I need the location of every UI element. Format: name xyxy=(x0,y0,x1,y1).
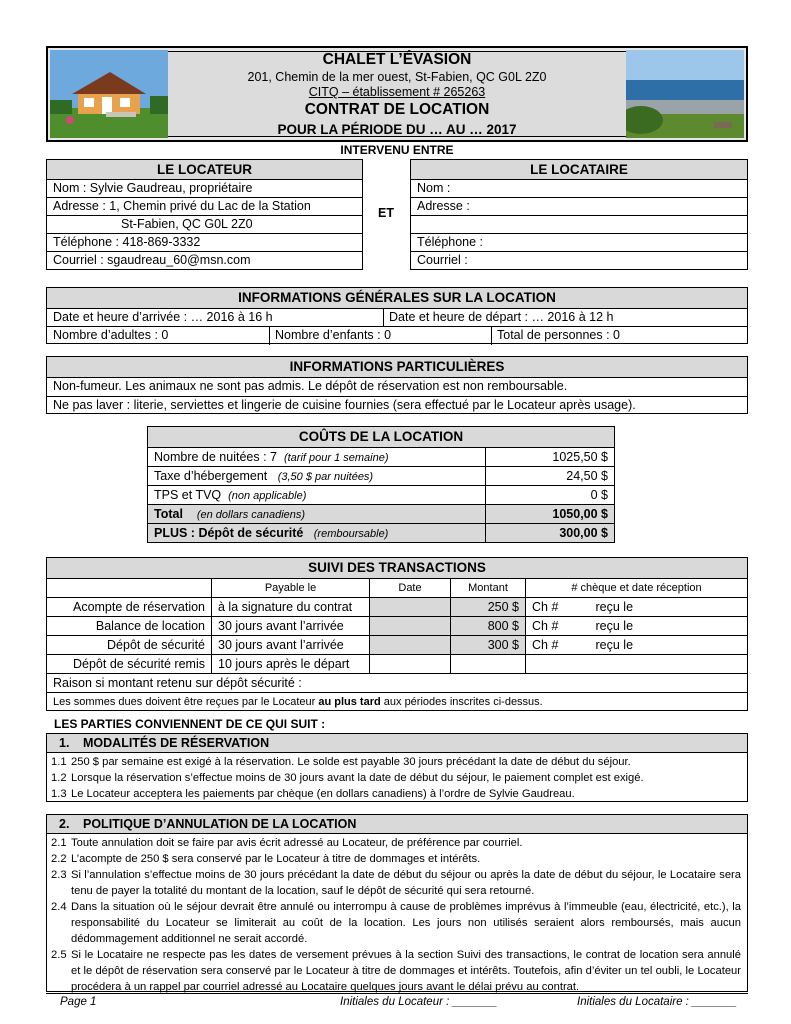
citq-number: CITQ – établissement # 265263 xyxy=(308,85,486,99)
cost-value: 1050,00 $ xyxy=(486,505,615,524)
locataire-initials[interactable]: Initiales du Locataire : _______ xyxy=(577,996,737,1008)
locataire-adresse[interactable]: Adresse : xyxy=(411,197,747,215)
et-label: ET xyxy=(378,206,394,220)
col-header: # chèque et date réception xyxy=(526,579,748,598)
locateur-adresse-2: St-Fabien, QC G0L 2Z0 xyxy=(47,215,362,233)
special-info-title: INFORMATIONS PARTICULIÈRES xyxy=(47,357,747,377)
col-header: Date xyxy=(370,579,451,598)
clause: 2.4 Dans la situation où le séjour devrait être annulé ou interrompu à cause de problèmes imprévus à l’immeuble (eau, électricité, etc.), la responsabilité du Locateur se limiterait au coût de la location. Les jours non utilisés seraient alors remboursés, mais aucun dédommagement additionnel ne serait accordé. xyxy=(51,901,741,945)
transaction-cheque[interactable]: Ch # xyxy=(526,617,590,636)
transactions-note: Les sommes dues doivent être reçues par le Locateur au plus tard aux périodes inscrites ci-dessus. xyxy=(47,693,748,711)
transaction-cheque[interactable] xyxy=(526,655,748,674)
general-info-title: INFORMATIONS GÉNÉRALES SUR LA LOCATION xyxy=(47,288,747,308)
cost-row xyxy=(148,448,615,467)
transaction-payable: 30 jours avant l’arrivée xyxy=(212,617,370,636)
cost-label: TPS et TVQ xyxy=(154,488,222,502)
section-2-title: 2. POLITIQUE D’ANNULATION DE LA LOCATION xyxy=(47,815,747,834)
chalet-photo xyxy=(50,50,168,138)
transactions-header-row xyxy=(47,579,748,598)
section-1-title: 1. MODALITÉS DE RÉSERVATION xyxy=(47,734,747,753)
transaction-amount: 250 $ xyxy=(451,598,526,617)
total-persons: Total de personnes : 0 xyxy=(497,328,620,342)
departure-datetime: Date et heure de départ : … 2016 à 12 h xyxy=(389,310,614,324)
transaction-label: Dépôt de sécurité remis xyxy=(47,655,212,674)
col-header: Montant xyxy=(451,579,526,598)
section-1-box xyxy=(46,733,748,802)
transaction-row xyxy=(47,617,748,636)
adults-count: Nombre d’adultes : 0 xyxy=(53,328,169,342)
costs-title: COÛTS DE LA LOCATION xyxy=(148,427,615,448)
parties-heading: LES PARTIES CONVIENNENT DE CE QUI SUIT : xyxy=(54,717,326,731)
contract-title: CONTRAT DE LOCATION xyxy=(304,101,490,118)
locataire-telephone[interactable]: Téléphone : xyxy=(411,233,747,251)
locateur-nom: Nom : Sylvie Gaudreau, propriétaire xyxy=(47,179,362,197)
transaction-amount: 800 $ xyxy=(451,617,526,636)
col-header xyxy=(47,579,212,598)
transaction-received[interactable]: reçu le xyxy=(590,636,748,655)
locataire-title: LE LOCATAIRE xyxy=(411,160,747,179)
transaction-date[interactable] xyxy=(370,598,451,617)
section-1-clauses xyxy=(47,753,747,802)
retention-reason[interactable]: Raison si montant retenu sur dépôt sécurité : xyxy=(47,674,748,693)
cost-row xyxy=(148,486,615,505)
transaction-label: Dépôt de sécurité xyxy=(47,636,212,655)
cost-value: 0 $ xyxy=(486,486,615,505)
clause: 1.3 Le Locateur acceptera les paiements par chèque (en dollars canadiens) à l’ordre de Sylvie Gaudreau. xyxy=(51,788,575,800)
locataire-adresse-2[interactable] xyxy=(411,215,747,233)
locateur-box xyxy=(46,159,363,270)
chalet-name: CHALET L’ÉVASION xyxy=(322,51,472,68)
transaction-row xyxy=(47,636,748,655)
transaction-amount[interactable] xyxy=(451,655,526,674)
special-info-box xyxy=(46,356,748,414)
transaction-payable: 30 jours avant l’arrivée xyxy=(212,636,370,655)
cost-deposit-row xyxy=(148,524,615,543)
locateur-telephone: Téléphone : 418-869-3332 xyxy=(47,233,362,251)
transaction-payable: à la signature du contrat xyxy=(212,598,370,617)
transaction-date[interactable] xyxy=(370,617,451,636)
clause: 2.3 Si l’annulation s’effectue moins de 30 jours précédant la date de début du séjour ou après la date de début du séjour, le Locataire sera tenu de payer la totalité du montant de la location, sauf le dépôt de sécurité qui sera retourné. xyxy=(51,869,741,897)
clause: 1.1 250 $ par semaine est exigé à la réservation. Le solde est payable 30 jours précédant la date de début du séjour. xyxy=(51,756,631,768)
cost-row xyxy=(148,467,615,486)
sea-photo xyxy=(626,50,744,138)
cost-note: (tarif pour 1 semaine) xyxy=(283,452,389,464)
col-header: Payable le xyxy=(212,579,370,598)
transaction-label: Acompte de réservation xyxy=(47,598,212,617)
cost-value: 300,00 $ xyxy=(486,524,615,543)
transaction-row xyxy=(47,655,748,674)
cost-note: (non applicable) xyxy=(228,490,307,502)
cost-label: Total xyxy=(154,507,183,521)
locataire-box xyxy=(410,159,748,270)
cost-value: 1025,50 $ xyxy=(486,448,615,467)
chalet-address: 201, Chemin de la mer ouest, St-Fabien, QC G0L 2Z0 xyxy=(247,70,547,84)
clause: 1.2 Lorsque la réservation s’effectue moins de 30 jours avant la date de début du séjour, le paiement complet est exigé. xyxy=(51,772,644,784)
locateur-title: LE LOCATEUR xyxy=(47,160,362,179)
transaction-cheque[interactable]: Ch # xyxy=(526,598,590,617)
cost-value: 24,50 $ xyxy=(486,467,615,486)
locataire-courriel[interactable]: Courriel : xyxy=(411,251,747,270)
page-number: Page 1 xyxy=(60,996,97,1008)
arrival-datetime: Date et heure d’arrivée : … 2016 à 16 h xyxy=(53,310,273,324)
intervenu-entre: INTERVENU ENTRE xyxy=(340,143,454,157)
clause: 2.2 L’acompte de 250 $ sera conservé par le Locateur à titre de dommages et intérêts. xyxy=(51,853,481,865)
children-count: Nombre d’enfants : 0 xyxy=(275,328,392,342)
locataire-nom[interactable]: Nom : xyxy=(411,179,747,197)
costs-table xyxy=(147,426,615,543)
contract-period: POUR LA PÉRIODE DU … AU … 2017 xyxy=(277,122,517,137)
section-2-clauses xyxy=(47,834,747,995)
cost-label: Nombre de nuitées : 7 xyxy=(154,450,277,464)
cost-label: PLUS : Dépôt de sécurité xyxy=(154,526,304,540)
cost-note: (en dollars canadiens) xyxy=(196,509,306,521)
transaction-payable: 10 jours après le départ xyxy=(212,655,370,674)
transaction-date[interactable] xyxy=(370,655,451,674)
transaction-date[interactable] xyxy=(370,636,451,655)
transaction-label: Balance de location xyxy=(47,617,212,636)
transaction-amount: 300 $ xyxy=(451,636,526,655)
locateur-adresse: Adresse : 1, Chemin privé du Lac de la Station xyxy=(47,197,362,215)
locateur-courriel: Courriel : sgaudreau_60@msn.com xyxy=(47,251,362,270)
transaction-received[interactable]: reçu le xyxy=(590,617,748,636)
clause: 2.1 Toute annulation doit se faire par avis écrit adressé au Locateur, de préférence par courriel. xyxy=(51,837,523,849)
cost-note: (remboursable) xyxy=(313,528,389,540)
transactions-table xyxy=(46,557,748,711)
transaction-row xyxy=(47,598,748,617)
section-2-box xyxy=(46,814,748,992)
general-dates-row xyxy=(47,308,747,326)
locateur-initials[interactable]: Initiales du Locateur : _______ xyxy=(340,996,498,1008)
transaction-cheque[interactable]: Ch # xyxy=(526,636,590,655)
special-info-line-1: Non-fumeur. Les animaux ne sont pas admis. Le dépôt de réservation est non remboursable. xyxy=(47,377,747,396)
general-people-row xyxy=(47,326,747,344)
cost-label: Taxe d’hébergement xyxy=(154,469,268,483)
special-info-line-2: Ne pas laver : literie, serviettes et lingerie de cuisine fournies (sera effectué par le Locateur après usage). xyxy=(47,396,747,414)
transactions-title: SUIVI DES TRANSACTIONS xyxy=(47,558,748,579)
cost-note: (3,50 $ par nuitées) xyxy=(277,471,374,483)
general-info-box xyxy=(46,287,748,344)
cost-total-row xyxy=(148,505,615,524)
transaction-received[interactable]: reçu le xyxy=(590,598,748,617)
clause: 2.5 Si le Locataire ne respecte pas les dates de versement prévues à la section Suivi des transactions, le contrat de location sera annulé et le dépôt de réservation sera conservé par le Locateur à titre de dommages et intérêts. Toutefois, afin d’éviter un tel oubli, le Locateur procédera à un rappel par courriel adressé au Locataire quelques jours avant le délai prévu au contrat. xyxy=(51,949,741,993)
